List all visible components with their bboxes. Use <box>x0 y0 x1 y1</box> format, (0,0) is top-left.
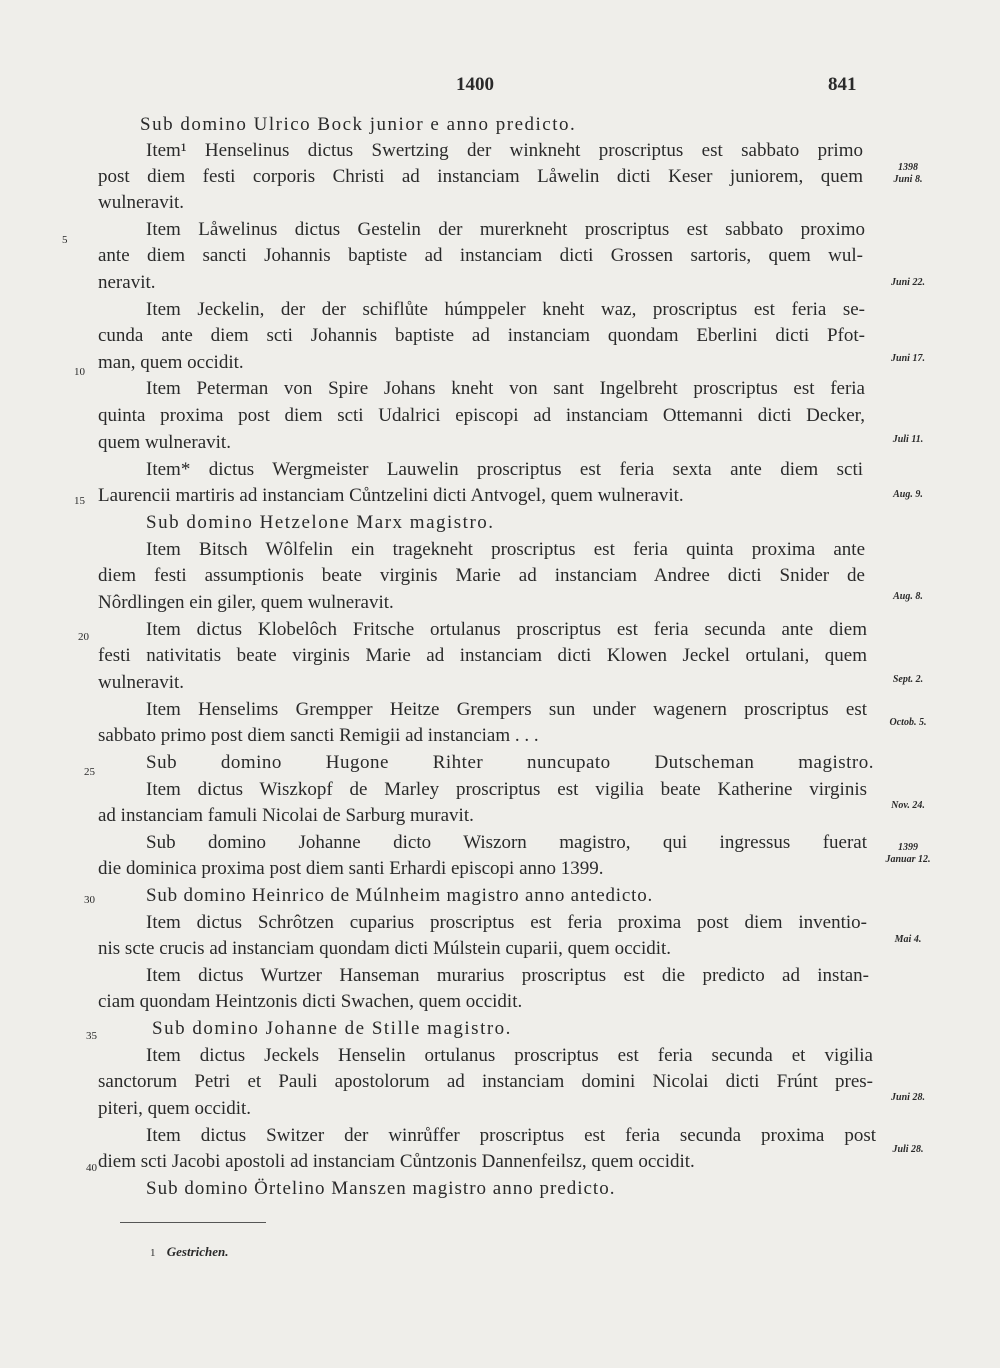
margin-note-year: 1399 <box>898 842 918 853</box>
line-number: 30 <box>84 894 95 906</box>
text-line: quinta proxima post diem scti Udalrici episcopi ad instanciam Ottemanni dicti Decker, <box>98 405 865 426</box>
line-number: 40 <box>86 1162 97 1174</box>
margin-note-date: Aug. 8. <box>893 591 923 602</box>
section-heading: Sub domino Johanne de Stille magistro. <box>152 1018 512 1039</box>
line-number: 5 <box>62 234 68 246</box>
text-line: diem scti Jacobi apostoli ad instanciam Cůntzonis Dannenfeilsz, quem occidit. <box>98 1151 695 1172</box>
text-line: Item dictus Klobelôch Fritsche ortulanus proscriptus est feria secunda ante diem <box>146 619 867 640</box>
text-line: Item dictus Wiszkopf de Marley proscriptus est vigilia beate Katherine virginis <box>146 779 867 800</box>
text-line: Item Henselims Grempper Heitze Grempers sun under wagenern proscriptus est <box>146 699 867 720</box>
footnote-number: 1 <box>150 1247 156 1259</box>
margin-note-date: Juni 17. <box>891 353 925 364</box>
text-line: wulneravit. <box>98 672 185 693</box>
footnote-rule <box>120 1222 266 1223</box>
text-line: die dominica proxima post diem santi Erhardi episcopi anno 1399. <box>98 858 604 879</box>
margin-note-date: Juni 8. <box>893 174 923 185</box>
text-line: Item Låwelinus dictus Gestelin der murerkneht proscriptus est sabbato proximo <box>146 219 865 240</box>
section-heading: Sub domino Ulrico Bock junior e anno predicto. <box>140 114 577 135</box>
line-number: 15 <box>74 495 85 507</box>
text-line: post diem festi corporis Christi ad instanciam Låwelin dicti Keser juniorem, quem <box>98 166 863 187</box>
footnote-text: Gestrichen. <box>166 1244 229 1259</box>
text-line: Item* dictus Wergmeister Lauwelin proscriptus est feria sexta ante diem scti <box>146 459 863 480</box>
section-heading: Sub domino Johanne dicto Wiszorn magistro, qui ingressus fuerat <box>146 832 867 853</box>
text-line: cunda ante diem scti Johannis baptiste ad instanciam quondam Eberlini dicti Pfot- <box>98 325 865 346</box>
text-line: Item dictus Jeckels Henselin ortulanus proscriptus est feria secunda et vigilia <box>146 1045 873 1066</box>
text-line: Item¹ Henselinus dictus Swertzing der winkneht proscriptus est sabbato primo <box>146 140 863 161</box>
text-line: wulneravit. <box>98 192 185 213</box>
text-line: Item dictus Switzer der winrůffer proscriptus est feria secunda proxima post <box>146 1125 876 1146</box>
text-line: sanctorum Petri et Pauli apostolorum ad instanciam domini Nicolai dicti Frúnt pres- <box>98 1071 873 1092</box>
section-heading: Sub domino Heinrico de Múlnheim magistro anno antedicto. <box>146 885 654 906</box>
text-line: sabbato primo post diem sancti Remigii ad instanciam . . . <box>98 725 539 746</box>
text-line: Item dictus Wurtzer Hanseman murarius proscriptus est die predicto ad instan- <box>146 965 869 986</box>
footnote <box>150 1244 229 1260</box>
line-number: 10 <box>74 366 85 378</box>
text-line: diem festi assumptionis beate virginis Marie ad instanciam Andree dicti Snider de <box>98 565 865 586</box>
text-line: Laurencii martiris ad instanciam Cůntzelini dicti Antvogel, quem wulneravit. <box>98 485 684 506</box>
margin-note-year: 1398 <box>898 162 918 173</box>
text-line: Nôrdlingen ein giler, quem wulneravit. <box>98 592 394 613</box>
margin-note-date: Juni 22. <box>891 277 925 288</box>
text-line: ante diem sancti Johannis baptiste ad instanciam dicti Grossen sartoris, quem wul- <box>98 245 863 266</box>
text-line: Item dictus Schrôtzen cuparius proscriptus est feria proxima post diem inventio- <box>146 912 867 933</box>
margin-note-date: Sept. 2. <box>892 674 924 685</box>
section-heading: Sub domino Hetzelone Marx magistro. <box>146 512 495 533</box>
margin-note-date: Januar 12. <box>885 854 931 865</box>
line-number: 35 <box>86 1030 97 1042</box>
line-number: 25 <box>84 766 95 778</box>
margin-note-date: Aug. 9. <box>893 489 923 500</box>
text-line: man, quem occidit. <box>98 352 244 373</box>
text-line: nis scte crucis ad instanciam quondam dicti Múlstein cuparii, quem occidit. <box>98 938 672 959</box>
margin-note-date: Mai 4. <box>894 934 922 945</box>
text-line: Item Bitsch Wôlfelin ein tragekneht proscriptus est feria quinta proxima ante <box>146 539 865 560</box>
text-line: Item Peterman von Spire Johans kneht von sant Ingelbreht proscriptus est feria <box>146 378 865 399</box>
text-line: Item Jeckelin, der der schiflůte húmppeler kneht waz, proscriptus est feria se- <box>146 299 865 320</box>
text-line: quem wulneravit. <box>98 432 231 453</box>
line-number: 20 <box>78 631 89 643</box>
margin-note-date: Nov. 24. <box>891 800 925 811</box>
text-line: ciam quondam Heintzonis dicti Swachen, quem occidit. <box>98 991 523 1012</box>
text-line: piteri, quem occidit. <box>98 1098 252 1119</box>
page-number: 841 <box>828 74 857 95</box>
margin-note-date: Juni 28. <box>891 1092 925 1103</box>
margin-note-date: Juli 28. <box>892 1144 924 1155</box>
text-line: festi nativitatis beate virginis Marie ad instanciam dicti Klowen Jeckel ortulani, quem <box>98 645 867 666</box>
year-heading: 1400 <box>456 74 494 95</box>
margin-note-date: Juli 11. <box>892 434 924 445</box>
section-heading: Sub domino Hugone Rihter nuncupato Dutscheman magistro. <box>146 752 874 773</box>
text-line: neravit. <box>98 272 156 293</box>
section-heading: Sub domino Örtelino Manszen magistro anno predicto. <box>146 1178 616 1199</box>
margin-note-date: Octob. 5. <box>889 717 927 728</box>
text-line: ad instanciam famuli Nicolai de Sarburg muravit. <box>98 805 474 826</box>
